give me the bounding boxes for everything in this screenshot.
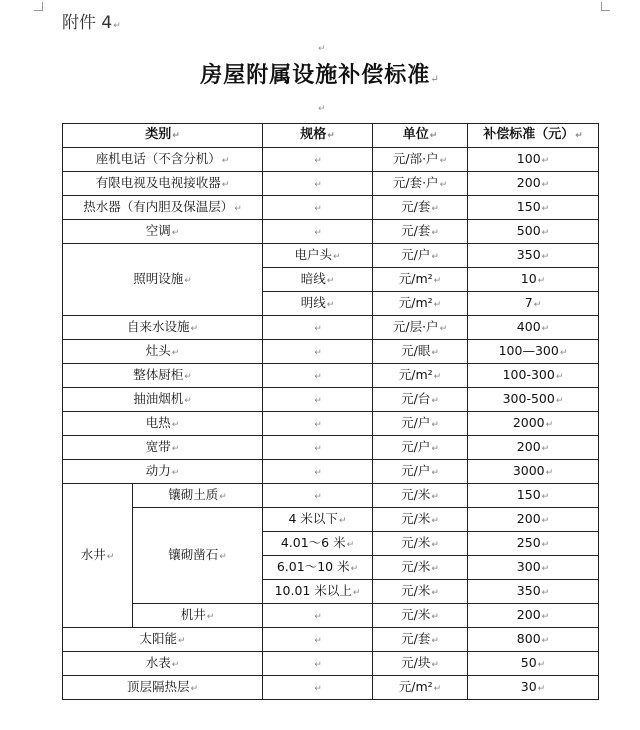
cell-category: 空调↵: [63, 220, 263, 244]
header-price: 补偿标准（元）↵: [468, 124, 599, 148]
document-title: 房屋附属设施补偿标准↵: [200, 62, 440, 88]
table-row: [63, 388, 599, 412]
cell-spec: 4 米以下↵: [263, 508, 373, 532]
cell-category: 电热↵: [63, 412, 263, 436]
cell-spec: 暗线↵: [263, 268, 373, 292]
cell-price: 200↵: [468, 604, 599, 628]
cell-unit: 元/米↵: [373, 556, 468, 580]
cell-price: 300-500↵: [468, 388, 599, 412]
table-row: [63, 604, 599, 628]
table-row: [63, 436, 599, 460]
table-row: [63, 412, 599, 436]
table-row: [63, 148, 599, 172]
cell-unit: 元/户↵: [373, 244, 468, 268]
cell-spec: 10.01 米以上↵: [263, 580, 373, 604]
cell-price: 150↵: [468, 196, 599, 220]
cell-price: 250↵: [468, 532, 599, 556]
cell-spec: ↵: [263, 652, 373, 676]
cell-unit: 元/块↵: [373, 652, 468, 676]
cell-unit: 元/户↵: [373, 460, 468, 484]
cell-price: 800↵: [468, 628, 599, 652]
cell-unit: 元/米↵: [373, 580, 468, 604]
cell-price: 150↵: [468, 484, 599, 508]
cell-spec: ↵: [263, 316, 373, 340]
cell-category: 宽带↵: [63, 436, 263, 460]
cell-spec: ↵: [263, 676, 373, 700]
cell-spec: ↵: [263, 172, 373, 196]
cell-price: 400↵: [468, 316, 599, 340]
cell-spec: ↵: [263, 460, 373, 484]
attachment-label: 附件 4↵: [62, 13, 121, 33]
cell-unit: 元/眼↵: [373, 340, 468, 364]
table-row: [63, 508, 599, 532]
cell-unit: 元/米↵: [373, 604, 468, 628]
cell-price: 350↵: [468, 580, 599, 604]
cell-unit: 元/台↵: [373, 388, 468, 412]
cell-spec: ↵: [263, 436, 373, 460]
cell-unit: 元/层·户↵: [373, 316, 468, 340]
compensation-table: [62, 123, 599, 700]
cell-spec: ↵: [263, 628, 373, 652]
cell-price: 50↵: [468, 652, 599, 676]
table-row: [63, 316, 599, 340]
table-row: [63, 364, 599, 388]
table-row: [63, 340, 599, 364]
cell-price: 100-300↵: [468, 364, 599, 388]
cell-subcategory: 镶砌凿石↵: [133, 508, 263, 604]
header-unit: 单位↵: [373, 124, 468, 148]
cell-price: 7↵: [468, 292, 599, 316]
cell-price: 10↵: [468, 268, 599, 292]
cell-unit: 元/米↵: [373, 532, 468, 556]
cell-category: 太阳能↵: [63, 628, 263, 652]
cell-category: 动力↵: [63, 460, 263, 484]
cell-price: 200↵: [468, 436, 599, 460]
cell-category-well: 水井↵: [63, 484, 133, 628]
cell-category: 热水器（有内胆及保温层）↵: [63, 196, 263, 220]
cell-category: 座机电话（不含分机）↵: [63, 148, 263, 172]
header-spec: 规格↵: [263, 124, 373, 148]
table-row: [63, 460, 599, 484]
cell-unit: 元/套↵: [373, 628, 468, 652]
cell-price: 350↵: [468, 244, 599, 268]
cell-spec: ↵: [263, 340, 373, 364]
cell-category: 自来水设施↵: [63, 316, 263, 340]
paragraph-mark: ↵: [318, 104, 326, 114]
cell-price: 100—300↵: [468, 340, 599, 364]
cell-price: 200↵: [468, 172, 599, 196]
cell-spec: ↵: [263, 364, 373, 388]
cell-category: 顶层隔热层↵: [63, 676, 263, 700]
cell-unit: 元/户↵: [373, 436, 468, 460]
table-row: [63, 628, 599, 652]
cell-price: 300↵: [468, 556, 599, 580]
cell-unit: 元/米↵: [373, 508, 468, 532]
cell-spec: 4.01～6 米↵: [263, 532, 373, 556]
cell-price: 2000↵: [468, 412, 599, 436]
cell-unit: 元/m²↵: [373, 268, 468, 292]
cell-unit: 元/套·户↵: [373, 172, 468, 196]
cell-category: 灶头↵: [63, 340, 263, 364]
cell-category: 照明设施↵: [63, 244, 263, 316]
cell-subcategory: 机井↵: [133, 604, 263, 628]
table-row: [63, 652, 599, 676]
cell-spec: ↵: [263, 412, 373, 436]
cell-price: 200↵: [468, 508, 599, 532]
header-category: 类别↵: [63, 124, 263, 148]
cell-spec: ↵: [263, 484, 373, 508]
cell-spec: 电户头↵: [263, 244, 373, 268]
cell-unit: 元/m²↵: [373, 676, 468, 700]
cell-unit: 元/m²↵: [373, 364, 468, 388]
cell-category: 整体厨柜↵: [63, 364, 263, 388]
cell-price: 30↵: [468, 676, 599, 700]
cell-unit: 元/户↵: [373, 412, 468, 436]
table-body: [63, 148, 599, 700]
page-corner-mark-right: [601, 2, 610, 11]
cell-price: 3000↵: [468, 460, 599, 484]
table-row: [63, 196, 599, 220]
table-row: [63, 484, 599, 508]
cell-subcategory: 镶砌土质↵: [133, 484, 263, 508]
cell-unit: 元/套↵: [373, 196, 468, 220]
cell-price: 500↵: [468, 220, 599, 244]
table-row: [63, 172, 599, 196]
cell-category: 有限电视及电视接收器↵: [63, 172, 263, 196]
cell-spec: ↵: [263, 196, 373, 220]
cell-unit: 元/米↵: [373, 484, 468, 508]
paragraph-mark: ↵: [318, 44, 326, 54]
cell-spec: ↵: [263, 148, 373, 172]
cell-spec: 明线↵: [263, 292, 373, 316]
cell-spec: 6.01～10 米↵: [263, 556, 373, 580]
cell-unit: 元/m²↵: [373, 292, 468, 316]
page-corner-mark-left: [34, 2, 43, 11]
cell-category: 水表↵: [63, 652, 263, 676]
cell-spec: ↵: [263, 220, 373, 244]
cell-unit: 元/套↵: [373, 220, 468, 244]
cell-spec: ↵: [263, 604, 373, 628]
table-header-row: [63, 124, 599, 148]
cell-category: 抽油烟机↵: [63, 388, 263, 412]
cell-unit: 元/部·户↵: [373, 148, 468, 172]
cell-price: 100↵: [468, 148, 599, 172]
table-row: [63, 220, 599, 244]
cell-spec: ↵: [263, 388, 373, 412]
table-row: [63, 244, 599, 268]
table-row: [63, 676, 599, 700]
